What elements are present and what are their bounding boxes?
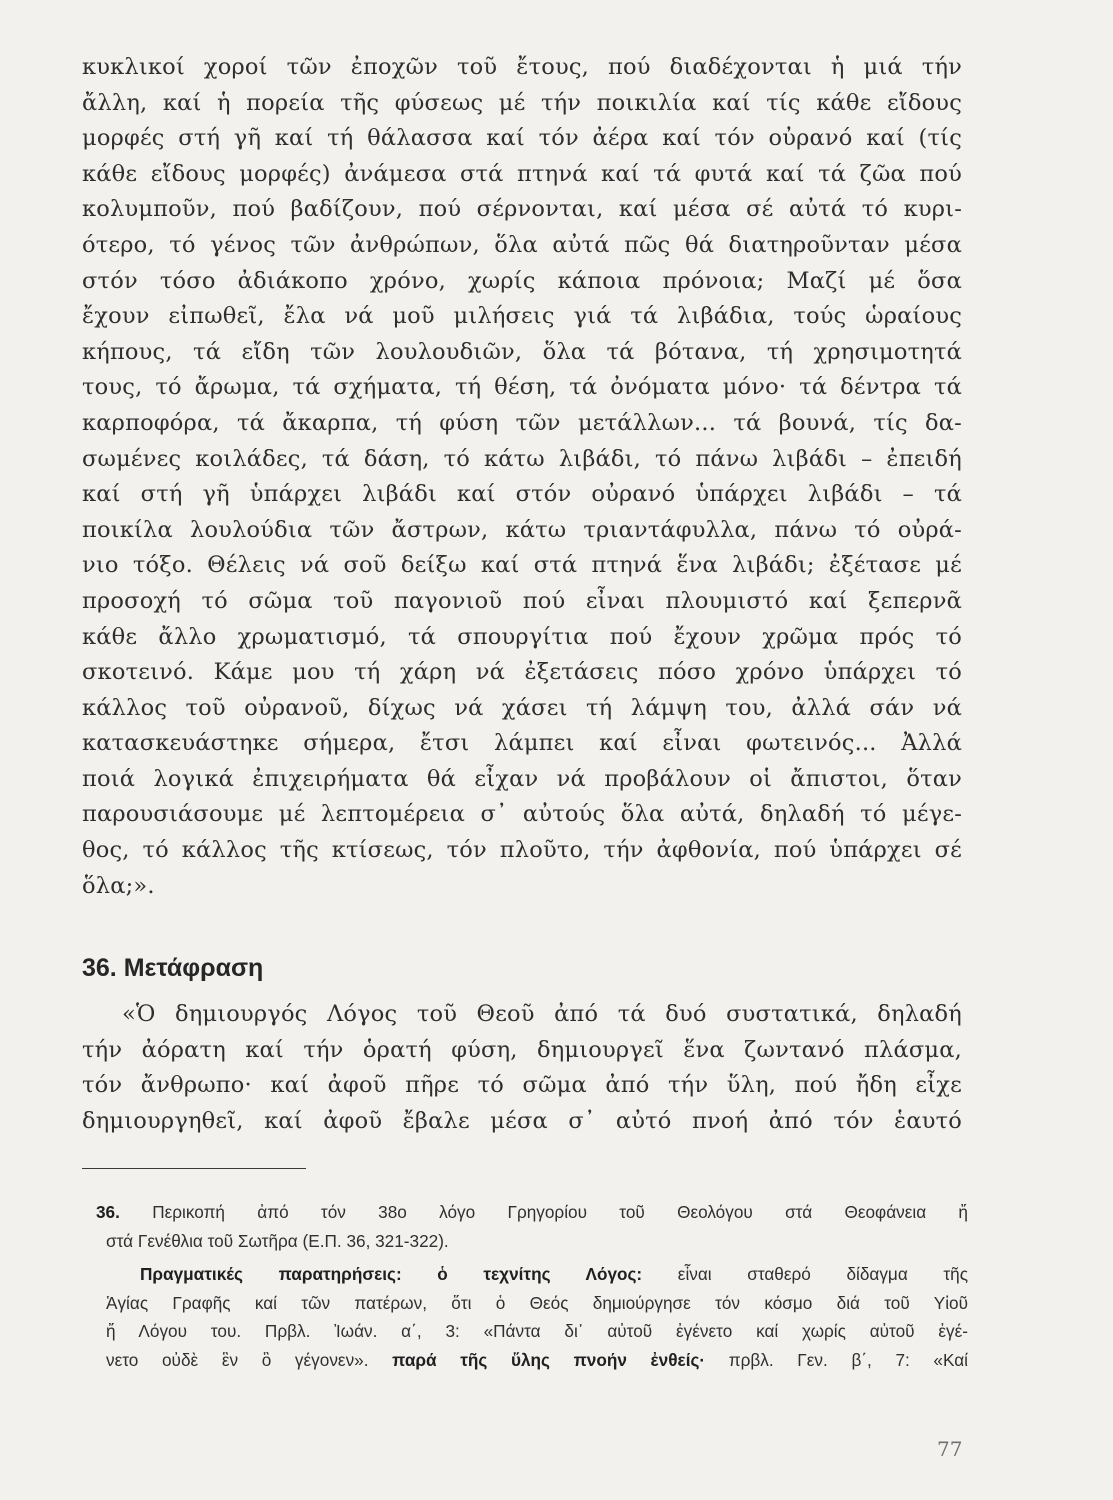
footnote-text: εἶναι σταθερό δίδαγμα τῆς [677, 1264, 968, 1284]
text-line: δημιουργηθεῖ, καί ἀφοῦ ἔβαλε μέσα σ᾽ αὐτό πνοή ἀπό τόν ἑαυτό [82, 1107, 962, 1134]
text-line: κάθε ἄλλο χρωματισμό, τά σπουργίτια πού ἔχουν χρῶμα πρός τό [82, 623, 962, 650]
text-line: ότερο, τό γένος τῶν ἀνθρώπων, ὅλα αὐτά πῶς θά διατηροῦνταν μέσα [82, 231, 962, 258]
footnote-number: 36. [96, 1202, 120, 1222]
page-number: 77 [937, 1437, 963, 1461]
footnote-text: νετο οὐδὲ ἓν ὃ γέγονεν». [106, 1349, 369, 1370]
text-line: τους, τό ἄρωμα, τά σχήματα, τή θέση, τά ὀνόματα μόνο· τά δέντρα τά [82, 374, 962, 401]
footnote-line: ἤ Λόγου του. Πρβλ. Ἰωάν. α΄, 3: «Πάντα δι᾽ αὐτοῦ ἐγένετο καί χωρίς αὐτοῦ ἐγέ- [106, 1321, 968, 1341]
footnotes [96, 1198, 968, 1374]
footnote-line: στά Γενέθλια τοῦ Σωτῆρα (Ε.Π. 36, 321-322). [106, 1230, 449, 1251]
footnote-text: πρβλ. Γεν. β΄, 7: «Καί [728, 1349, 968, 1370]
text-line: ποικίλα λουλούδια τῶν ἄστρων, κάτω τριαντάφυλλα, πάνω τό οὐρά- [82, 516, 962, 543]
text-line: «Ὁ δημιουργός Λόγος τοῦ Θεοῦ ἀπό τά δυό συστατικά, δηλαδή [122, 1001, 962, 1027]
text-line: κήπους, τά εἴδη τῶν λουλουδιῶν, ὅλα τά βότανα, τή χρησιμοτητά [82, 338, 962, 365]
text-line: ἔχουν εἰπωθεῖ, ἔλα νά μοῦ μιλήσεις γιά τά λιβάδια, τούς ὡραίους [82, 303, 962, 330]
text-line: καρποφόρα, τά ἄκαρπα, τή φύση τῶν μετάλλων... τά βουνά, τίς δα- [82, 409, 962, 436]
text-line: νιο τόξο. Θέλεις νά σοῦ δείξω καί στά πτηνά ἕνα λιβάδι; ἐξέτασε μέ [82, 552, 962, 579]
footnote-bold-term: παρά τῆς ὕλης πνοήν ἐνθείς· [392, 1349, 706, 1370]
text-line: ποιά λογικά ἐπιχειρήματα θά εἶχαν νά προβάλουν οἱ ἄπιστοι, ὅταν [82, 765, 962, 792]
section-heading: 36. Μετάφραση [82, 954, 264, 982]
text-line: ἄλλη, καί ἡ πορεία τῆς φύσεως μέ τήν ποικιλία καί τίς κάθε εἴδους [82, 89, 962, 116]
text-line: τόν ἄνθρωπο· καί ἀφοῦ πῆρε τό σῶμα ἀπό τήν ὕλη, πού ἤδη εἶχε [82, 1072, 962, 1099]
main-paragraph [82, 50, 962, 904]
footnote-line [96, 1198, 968, 1227]
text-line: τήν ἀόρατη καί τήν ὁρατή φύση, δημιουργεῖ ἕνα ζωντανό πλάσμα, [82, 1036, 962, 1063]
text-line: παρουσιάσουμε μέ λεπτομέρεια σ᾽ αὐτούς ὅλα αὐτά, δηλαδή τό μέγε- [82, 801, 962, 828]
text-line: ὅλα;». [82, 872, 155, 899]
text-line: κολυμποῦν, πού βαδίζουν, πού σέρνονται, καί μέσα σέ αὐτά τό κυρι- [82, 196, 962, 223]
text-line: θος, τό κάλλος τῆς κτίσεως, τόν πλοῦτο, τήν ἀφθονία, πού ὑπάρχει σέ [82, 837, 962, 864]
footnote-divider [82, 1168, 306, 1169]
text-line: προσοχή τό σῶμα τοῦ παγονιοῦ πού εἶναι πλουμιστό καί ξεπερνᾶ [82, 587, 962, 614]
text-line: κάθε εἴδους μορφές) ἀνάμεσα στά πτηνά καί τά φυτά καί τά ζῶα πού [82, 160, 962, 187]
translation-paragraph [82, 997, 962, 1139]
footnote-text: Περικοπή ἀπό τόν 38ο λόγο Γρηγορίου τοῦ Θεολόγου στά Θεοφάνεια ἤ [152, 1202, 968, 1222]
footnote-line: Ἁγίας Γραφῆς καί τῶν πατέρων, ὅτι ὁ Θεός δημιούργησε τόν κόσμο διά τοῦ Υἱοῦ [106, 1292, 968, 1313]
text-line: κατασκευάστηκε σήμερα, ἔτσι λάμπει καί εἶναι φωτεινός... Ἀλλά [82, 730, 962, 757]
text-line: στόν τόσο ἀδιάκοπο χρόνο, χωρίς κάποια πρόνοια; Μαζί μέ ὅσα [82, 267, 962, 294]
footnote-line [96, 1260, 968, 1289]
footnote-line [96, 1346, 968, 1375]
text-line: καί στή γῆ ὑπάρχει λιβάδι καί στόν οὐρανό ὑπάρχει λιβάδι – τά [82, 481, 962, 508]
text-line: μορφές στή γῆ καί τή θάλασσα καί τόν ἀέρα καί τόν οὐρανό καί (τίς [82, 125, 962, 152]
footnote-bold-term: Πραγματικές παρατηρήσεις: ὁ τεχνίτης Λόγος: [140, 1264, 643, 1284]
text-line: κυκλικοί χοροί τῶν ἐποχῶν τοῦ ἔτους, πού διαδέχονται ἡ μιά τήν [82, 54, 962, 80]
text-line: σωμένες κοιλάδες, τά δάση, τό κάτω λιβάδι, τό πάνω λιβάδι – ἐπειδή [82, 445, 962, 472]
text-line: σκοτεινό. Κάμε μου τή χάρη νά ἐξετάσεις πόσο χρόνο ὑπάρχει τό [82, 659, 962, 686]
text-line: κάλλος τοῦ οὐρανοῦ, δίχως νά χάσει τή λάμψη του, ἀλλά σάν νά [82, 694, 962, 721]
